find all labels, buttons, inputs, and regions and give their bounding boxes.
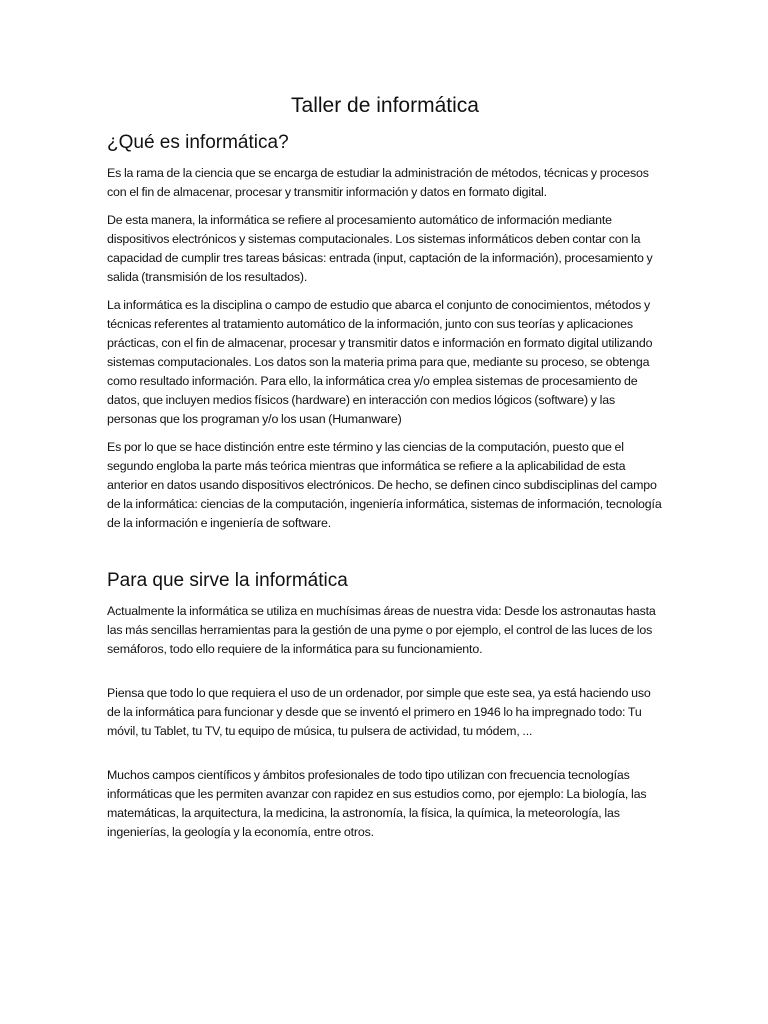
paragraph-gap — [107, 668, 663, 684]
paragraph: Es la rama de la ciencia que se encarga de estudiar la administración de métodos, técnicas y procesos con el fin de almacenar, procesar y transmitir información y datos en formato digital. — [107, 166, 649, 199]
section-heading-para-que-sirve: Para que sirve la informática — [107, 570, 348, 591]
section-heading-que-es: ¿Qué es informática? — [107, 132, 289, 153]
section-gap — [107, 542, 663, 568]
paragraph: Es por lo que se hace distinción entre este término y las ciencias de la computación, puesto que el segundo engloba la parte más teórica mientras que informática se refiere a la aplicabilidad de esta anterior en datos usando dispositivos electrónicos. De hecho, se definen cinco subdisciplinas del campo de la informática: ciencias de la computación, ingeniería informática, sistemas de información, tecnología de la información e ingeniería de software. — [107, 440, 662, 530]
paragraph-gap — [107, 750, 663, 766]
paragraph: Actualmente la informática se utiliza en muchísimas áreas de nuestra vida: Desde los astronautas hasta las más sencillas herramientas para la gestión de una pyme o por ejemplo, el control de las luces de los semáforos, todo ello requiere de la informática para su funcionamiento. — [107, 604, 656, 656]
paragraph: Muchos campos científicos y ámbitos profesionales de todo tipo utilizan con frecuencia tecnologías informáticas que les permiten avanzar con rapidez en sus estudios como, por ejemplo: La biología, las matemáticas, la arquitectura, la medicina, la astronomía, la física, la química, la meteorología, las ingenierías, la geología y la economía, entre otros. — [107, 768, 647, 839]
paragraph: De esta manera, la informática se refiere al procesamiento automático de información mediante dispositivos electrónicos y sistemas computacionales. Los sistemas informáticos deben contar con la capacidad de cumplir tres tareas básicas: entrada (input, captación de la información), procesamiento y salida (transmisión de los resultados). — [107, 213, 653, 284]
document-title: Taller de informática — [291, 94, 479, 117]
document-body — [107, 92, 663, 851]
paragraph: Piensa que todo lo que requiera el uso de un ordenador, por simple que este sea, ya está haciendo uso de la informática para funcionar y desde que se inventó el primero en 1946 lo ha impregnado todo: Tu móvil, tu Tablet, tu TV, tu equipo de música, tu pulsera de actividad, tu módem, ... — [107, 686, 651, 738]
paragraph: La informática es la disciplina o campo de estudio que abarca el conjunto de conocimientos, métodos y técnicas referentes al tratamiento automático de la información, junto con sus teorías y aplicaciones prácticas, con el fin de almacenar, procesar y transmitir datos e información en formato digital utilizando sistemas computacionales. Los datos son la materia prima para que, mediante su proceso, se obtenga como resultado información. Para ello, la informática crea y/o emplea sistemas de procesamiento de datos, que incluyen medios físicos (hardware) en interacción con medios lógicos (software) y las personas que los programan y/o los usan (Humanware) — [107, 298, 653, 426]
